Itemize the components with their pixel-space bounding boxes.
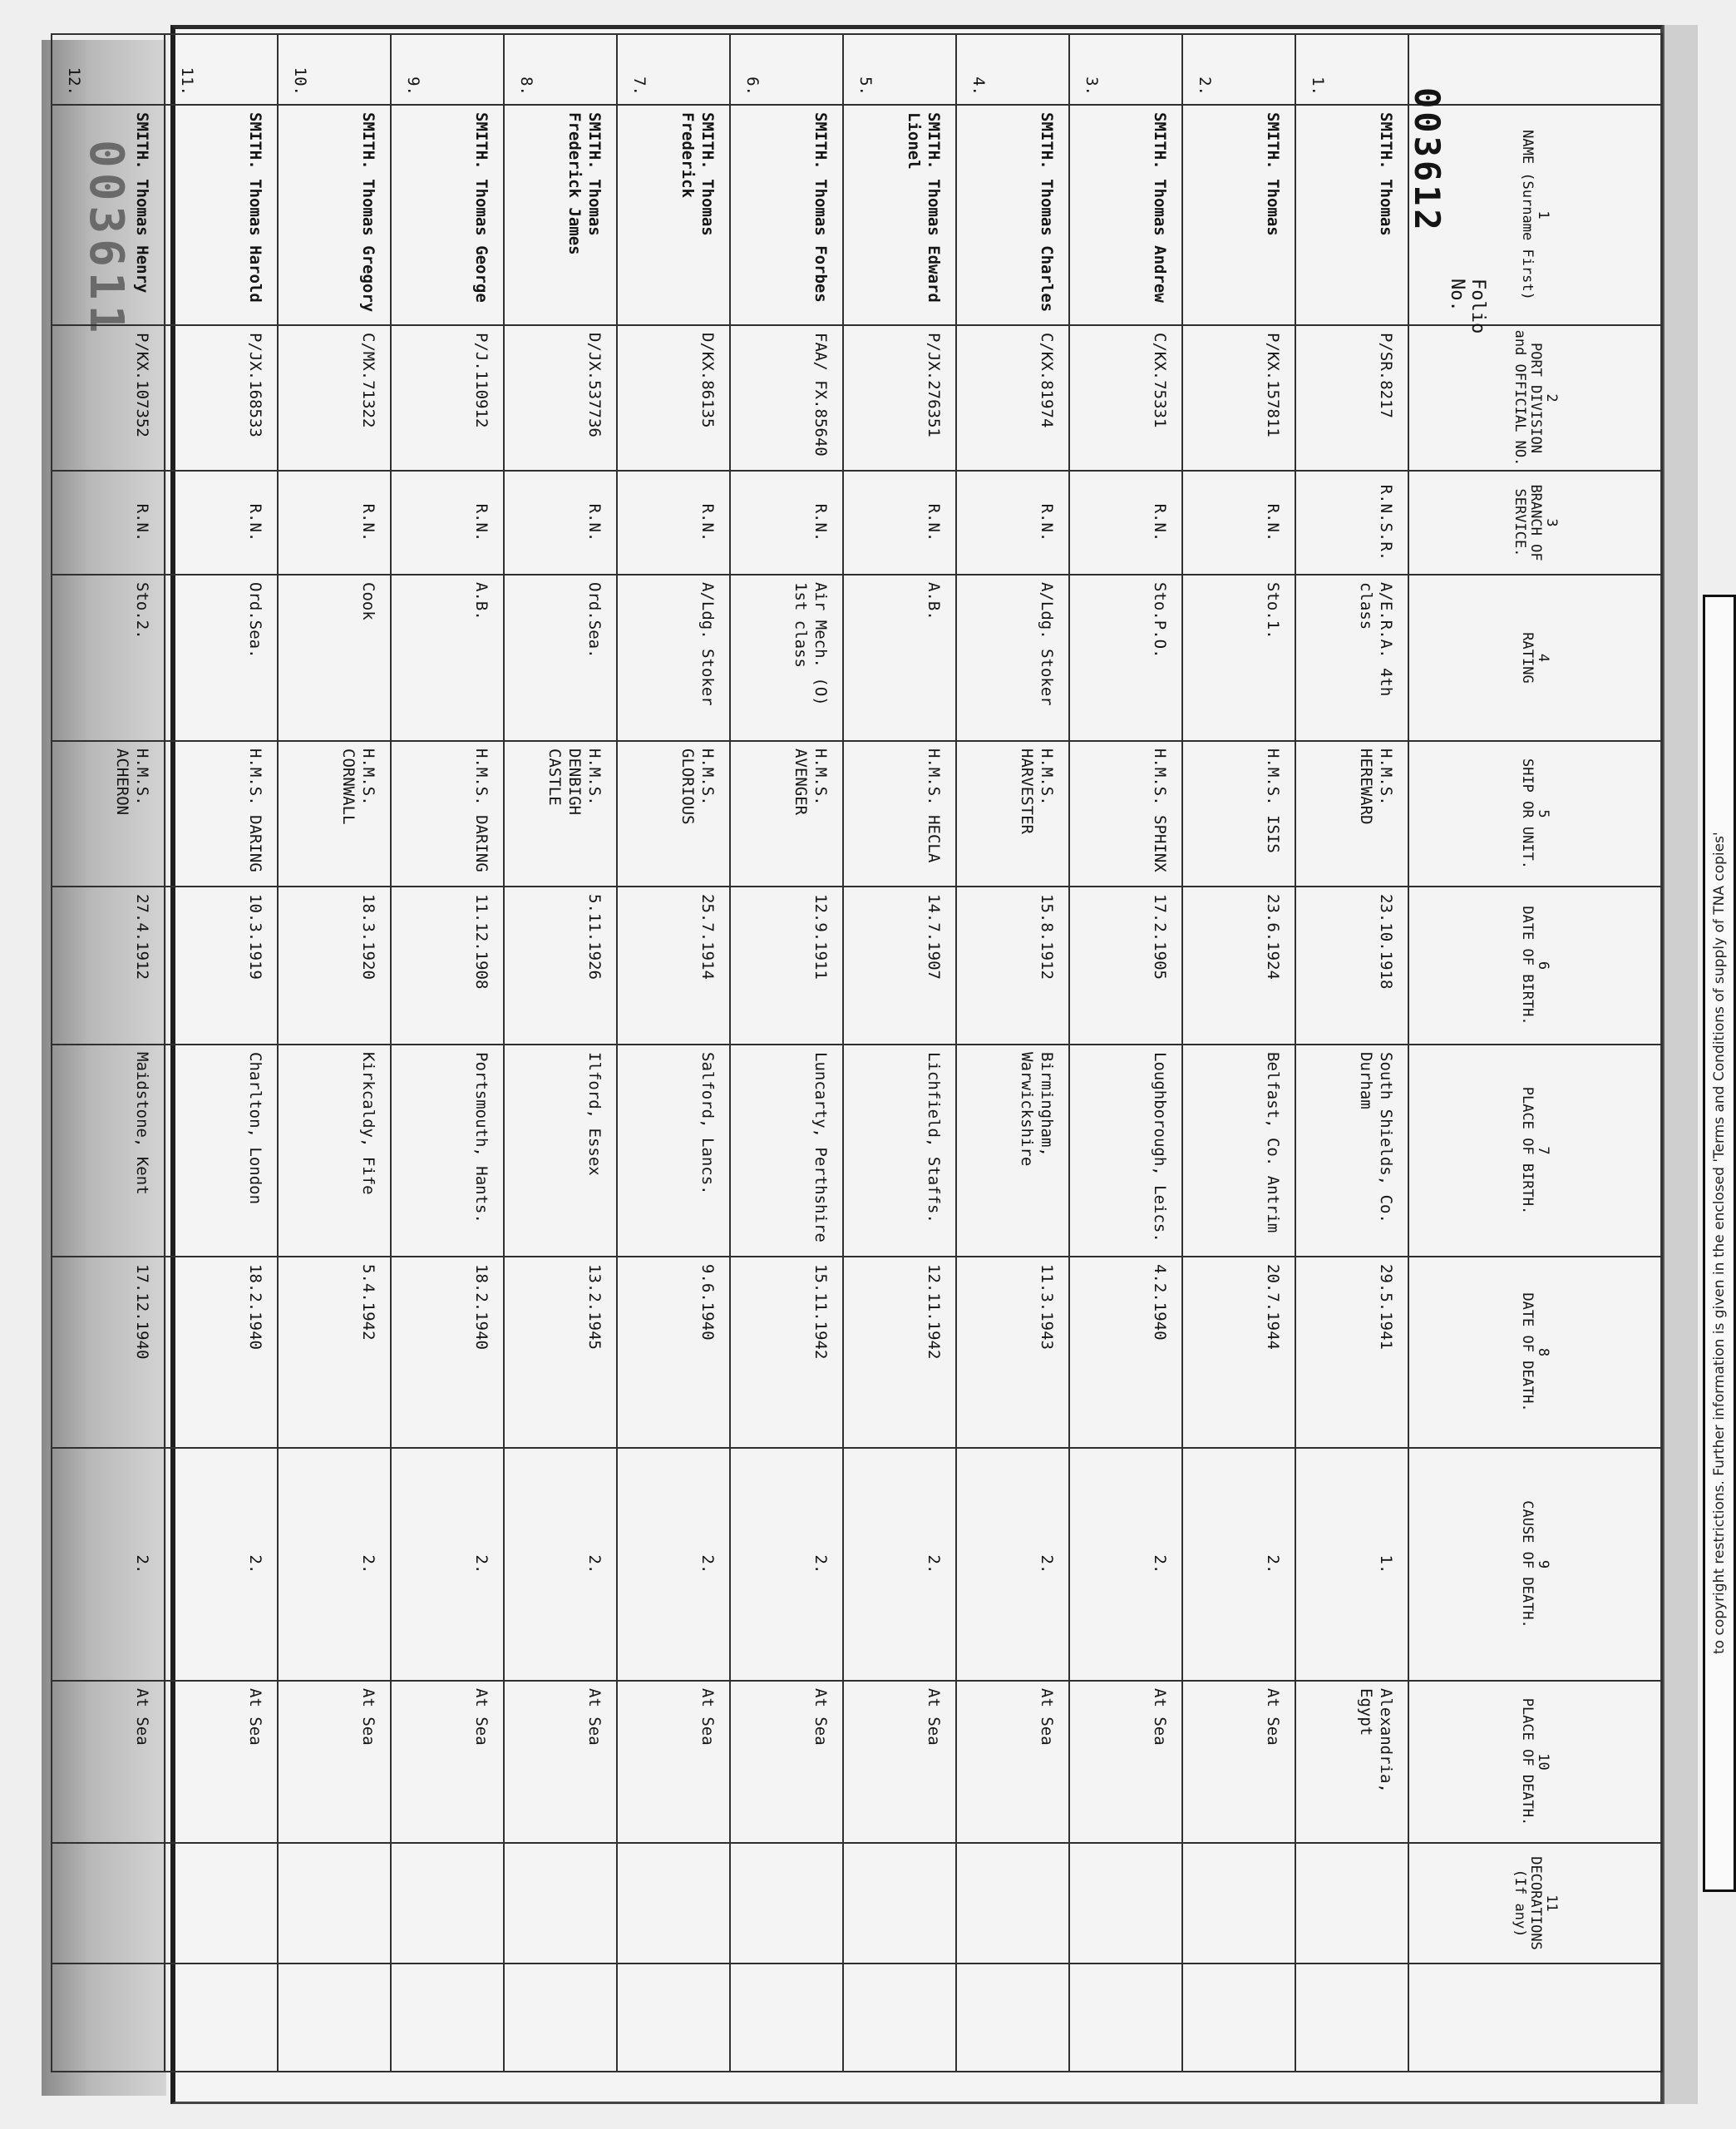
dob-cell: 5.11.1926 xyxy=(504,887,617,1045)
header-rating: 4 RATING xyxy=(1408,575,1662,741)
name-cell: SMITH. Thomas Harold xyxy=(165,105,278,325)
name-cell: SMITH. Thomas Charles xyxy=(956,105,1069,325)
name-cell: SMITH. Thomas Henry xyxy=(52,105,165,325)
dob-cell: 14.7.1907 xyxy=(843,887,956,1045)
name-cell: SMITH. Thomas xyxy=(1295,105,1408,325)
port-cell: P/KX.157811 xyxy=(1182,325,1295,471)
pod-cell: At Sea xyxy=(391,1681,504,1843)
port-cell: D/KX.86135 xyxy=(617,325,730,471)
cause-cell: 2. xyxy=(1182,1448,1295,1681)
cause-cell: 2. xyxy=(843,1448,956,1681)
rating-cell: Air Mech. (O) 1st class xyxy=(730,575,843,741)
decorations-cell xyxy=(165,1843,278,1964)
blank-cell xyxy=(1295,1964,1408,2072)
branch-cell: R.N. xyxy=(617,471,730,575)
blank-cell xyxy=(730,1964,843,2072)
port-cell: P/J.110912 xyxy=(391,325,504,471)
dod-cell: 11.3.1943 xyxy=(956,1257,1069,1448)
port-cell: P/JX.276351 xyxy=(843,325,956,471)
header-decorations: 11 DECORATIONS (If any) xyxy=(1408,1843,1662,1964)
dob-cell: 12.9.1911 xyxy=(730,887,843,1045)
branch-cell: R.N. xyxy=(278,471,391,575)
header-port: 2 PORT DIVISION and OFFICIAL NO. xyxy=(1408,325,1662,471)
blank-cell xyxy=(956,1964,1069,2072)
blank-cell xyxy=(165,1964,278,2072)
port-cell: P/SR.8217 xyxy=(1295,325,1408,471)
dod-cell: 13.2.1945 xyxy=(504,1257,617,1448)
rating-cell: Sto.P.O. xyxy=(1069,575,1182,741)
blank-cell xyxy=(52,1964,165,2072)
table-row xyxy=(52,34,165,2072)
decorations-cell xyxy=(52,1843,165,1964)
name-cell: SMITH. Thomas Edward Lionel xyxy=(843,105,956,325)
header-pob: 7 PLACE OF BIRTH. xyxy=(1408,1045,1662,1257)
ship-cell: H.M.S. CORNWALL xyxy=(278,741,391,887)
dob-cell: 23.6.1924 xyxy=(1182,887,1295,1045)
cause-cell: 2. xyxy=(278,1448,391,1681)
header-branch: 3 BRANCH OF SERVICE. xyxy=(1408,471,1662,575)
header-dod: 8 DATE OF DEATH. xyxy=(1408,1257,1662,1448)
dob-cell: 27.4.1912 xyxy=(52,887,165,1045)
decorations-cell xyxy=(956,1843,1069,1964)
table-row xyxy=(843,34,956,2072)
rating-cell: Cook xyxy=(278,575,391,741)
decorations-cell xyxy=(843,1843,956,1964)
dob-cell: 15.8.1912 xyxy=(956,887,1069,1045)
rating-cell: A/E.R.A. 4th class xyxy=(1295,575,1408,741)
dob-cell: 11.12.1908 xyxy=(391,887,504,1045)
cause-cell: 2. xyxy=(1069,1448,1182,1681)
decorations-cell xyxy=(278,1843,391,1964)
dob-cell: 10.3.1919 xyxy=(165,887,278,1045)
branch-cell: R.N. xyxy=(956,471,1069,575)
blank-cell xyxy=(391,1964,504,2072)
header-pod: 10 PLACE OF DEATH. xyxy=(1408,1681,1662,1843)
rating-cell: A.B. xyxy=(843,575,956,741)
row-index: 9. xyxy=(391,34,504,105)
dod-cell: 29.5.1941 xyxy=(1295,1257,1408,1448)
name-cell: SMITH. Thomas Gregory xyxy=(278,105,391,325)
row-index: 7. xyxy=(617,34,730,105)
pob-cell: Ilford, Essex xyxy=(504,1045,617,1257)
adjacent-folio-number: 003611 xyxy=(79,140,133,338)
port-cell: D/JX.537736 xyxy=(504,325,617,471)
blank-cell xyxy=(843,1964,956,2072)
name-cell: SMITH. Thomas Andrew xyxy=(1069,105,1182,325)
folio-number-block xyxy=(1407,87,1488,362)
folio-number: 003612 xyxy=(1407,87,1447,234)
row-index: 6. xyxy=(730,34,843,105)
ship-cell: H.M.S. ISIS xyxy=(1182,741,1295,887)
dod-cell: 4.2.1940 xyxy=(1069,1257,1182,1448)
name-cell: SMITH. Thomas xyxy=(1182,105,1295,325)
rating-cell: A.B. xyxy=(391,575,504,741)
dod-cell: 12.11.1942 xyxy=(843,1257,956,1448)
branch-cell: R.N. xyxy=(1069,471,1182,575)
pob-cell: Salford, Lancs. xyxy=(617,1045,730,1257)
name-cell: SMITH. Thomas Frederick James xyxy=(504,105,617,325)
port-cell: FAA/ FX.85640 xyxy=(730,325,843,471)
pod-cell: At Sea xyxy=(1182,1681,1295,1843)
row-index: 3. xyxy=(1069,34,1182,105)
dob-cell: 18.3.1920 xyxy=(278,887,391,1045)
branch-cell: R.N.S.R. xyxy=(1295,471,1408,575)
branch-cell: R.N. xyxy=(165,471,278,575)
table-row xyxy=(391,34,504,2072)
ship-cell: H.M.S. HEREWARD xyxy=(1295,741,1408,887)
dod-cell: 5.4.1942 xyxy=(278,1257,391,1448)
name-cell: SMITH. Thomas Forbes xyxy=(730,105,843,325)
decorations-cell xyxy=(730,1843,843,1964)
blank-cell xyxy=(617,1964,730,2072)
row-index: 2. xyxy=(1182,34,1295,105)
cause-cell: 2. xyxy=(504,1448,617,1681)
pob-cell: Birmingham, Warwickshire xyxy=(956,1045,1069,1257)
header-name: 1 NAME (Surname First) xyxy=(1408,105,1662,325)
decorations-cell xyxy=(1182,1843,1295,1964)
name-cell: SMITH. Thomas Frederick xyxy=(617,105,730,325)
dob-cell: 25.7.1914 xyxy=(617,887,730,1045)
pod-cell: At Sea xyxy=(843,1681,956,1843)
rating-cell: Ord.Sea. xyxy=(165,575,278,741)
ship-cell: H.M.S. GLORIOUS xyxy=(617,741,730,887)
pod-cell: Alexandria, Egypt xyxy=(1295,1681,1408,1843)
folio-label: Folio No. xyxy=(1447,279,1488,334)
branch-cell: R.N. xyxy=(730,471,843,575)
cause-cell: 2. xyxy=(391,1448,504,1681)
pob-cell: South Shields, Co. Durham xyxy=(1295,1045,1408,1257)
row-index: 8. xyxy=(504,34,617,105)
decorations-cell xyxy=(617,1843,730,1964)
branch-cell: R.N. xyxy=(1182,471,1295,575)
port-cell: C/MX.71322 xyxy=(278,325,391,471)
ship-cell: H.M.S. HARVESTER xyxy=(956,741,1069,887)
pod-cell: At Sea xyxy=(617,1681,730,1843)
pod-cell: At Sea xyxy=(504,1681,617,1843)
row-index: 4. xyxy=(956,34,1069,105)
pob-cell: Luncarty, Perthshire xyxy=(730,1045,843,1257)
cause-cell: 1. xyxy=(1295,1448,1408,1681)
cause-cell: 2. xyxy=(52,1448,165,1681)
table-row xyxy=(956,34,1069,2072)
dod-cell: 9.6.1940 xyxy=(617,1257,730,1448)
blank-cell xyxy=(1182,1964,1295,2072)
table-row xyxy=(1295,34,1408,2072)
decorations-cell xyxy=(504,1843,617,1964)
copyright-notice: to copyright restrictions. Further information is given in the enclosed 'Terms and Conditions of supply of TNA copies' xyxy=(1703,595,1736,1892)
ship-cell: H.M.S. SPHINX xyxy=(1069,741,1182,887)
blank-cell xyxy=(278,1964,391,2072)
table-row xyxy=(1182,34,1295,2072)
page-gutter xyxy=(1663,25,1698,2104)
rating-cell: Ord.Sea. xyxy=(504,575,617,741)
row-index: 11. xyxy=(165,34,278,105)
dob-cell: 23.10.1918 xyxy=(1295,887,1408,1045)
port-cell: P/JX.168533 xyxy=(165,325,278,471)
branch-cell: R.N. xyxy=(52,471,165,575)
pob-cell: Loughborough, Leics. xyxy=(1069,1045,1182,1257)
dod-cell: 18.2.1940 xyxy=(391,1257,504,1448)
ship-cell: H.M.S. HECLA xyxy=(843,741,956,887)
cause-cell: 2. xyxy=(165,1448,278,1681)
pod-cell: At Sea xyxy=(52,1681,165,1843)
table-row xyxy=(165,34,278,2072)
row-index: 10. xyxy=(278,34,391,105)
table-row xyxy=(617,34,730,2072)
dod-cell: 17.12.1940 xyxy=(52,1257,165,1448)
pob-cell: Lichfield, Staffs. xyxy=(843,1045,956,1257)
ship-cell: H.M.S. ACHERON xyxy=(52,741,165,887)
pod-cell: At Sea xyxy=(956,1681,1069,1843)
dod-cell: 15.11.1942 xyxy=(730,1257,843,1448)
pob-cell: Portsmouth, Hants. xyxy=(391,1045,504,1257)
table-row xyxy=(730,34,843,2072)
row-index: 12. xyxy=(52,34,165,105)
header-dob: 6 DATE OF BIRTH. xyxy=(1408,887,1662,1045)
ship-cell: H.M.S. DARING xyxy=(391,741,504,887)
decorations-cell xyxy=(391,1843,504,1964)
cause-cell: 2. xyxy=(730,1448,843,1681)
pod-cell: At Sea xyxy=(1069,1681,1182,1843)
pod-cell: At Sea xyxy=(278,1681,391,1843)
pod-cell: At Sea xyxy=(730,1681,843,1843)
header-cause: 9 CAUSE OF DEATH. xyxy=(1408,1448,1662,1681)
dod-cell: 18.2.1940 xyxy=(165,1257,278,1448)
pod-cell: At Sea xyxy=(165,1681,278,1843)
ship-cell: H.M.S. DARING xyxy=(165,741,278,887)
port-cell: P/KX.107352 xyxy=(52,325,165,471)
ship-cell: H.M.S. AVENGER xyxy=(730,741,843,887)
rating-cell: Sto.1. xyxy=(1182,575,1295,741)
cause-cell: 2. xyxy=(617,1448,730,1681)
table-row xyxy=(504,34,617,2072)
rating-cell: A/Ldg. Stoker xyxy=(956,575,1069,741)
dod-cell: 20.7.1944 xyxy=(1182,1257,1295,1448)
rating-cell: Sto.2. xyxy=(52,575,165,741)
dob-cell: 17.2.1905 xyxy=(1069,887,1182,1045)
row-index: 1. xyxy=(1295,34,1408,105)
decorations-cell xyxy=(1069,1843,1182,1964)
pob-cell: Belfast, Co. Antrim xyxy=(1182,1045,1295,1257)
cause-cell: 2. xyxy=(956,1448,1069,1681)
table-row xyxy=(1069,34,1182,2072)
branch-cell: R.N. xyxy=(504,471,617,575)
branch-cell: R.N. xyxy=(843,471,956,575)
port-cell: C/KX.75331 xyxy=(1069,325,1182,471)
pob-cell: Charlton, London xyxy=(165,1045,278,1257)
blank-cell xyxy=(504,1964,617,2072)
blank-cell xyxy=(1069,1964,1182,2072)
pob-cell: Kirkcaldy, Fife xyxy=(278,1045,391,1257)
port-cell: C/KX.81974 xyxy=(956,325,1069,471)
ship-cell: H.M.S. DENBIGH CASTLE xyxy=(504,741,617,887)
table-row xyxy=(278,34,391,2072)
header-folio xyxy=(1408,1964,1662,2072)
rating-cell: A/Ldg. Stoker xyxy=(617,575,730,741)
decorations-cell xyxy=(1295,1843,1408,1964)
branch-cell: R.N. xyxy=(391,471,504,575)
pob-cell: Maidstone, Kent xyxy=(52,1045,165,1257)
row-index: 5. xyxy=(843,34,956,105)
header-ship: 5 SHIP OR UNIT. xyxy=(1408,741,1662,887)
name-cell: SMITH. Thomas George xyxy=(391,105,504,325)
